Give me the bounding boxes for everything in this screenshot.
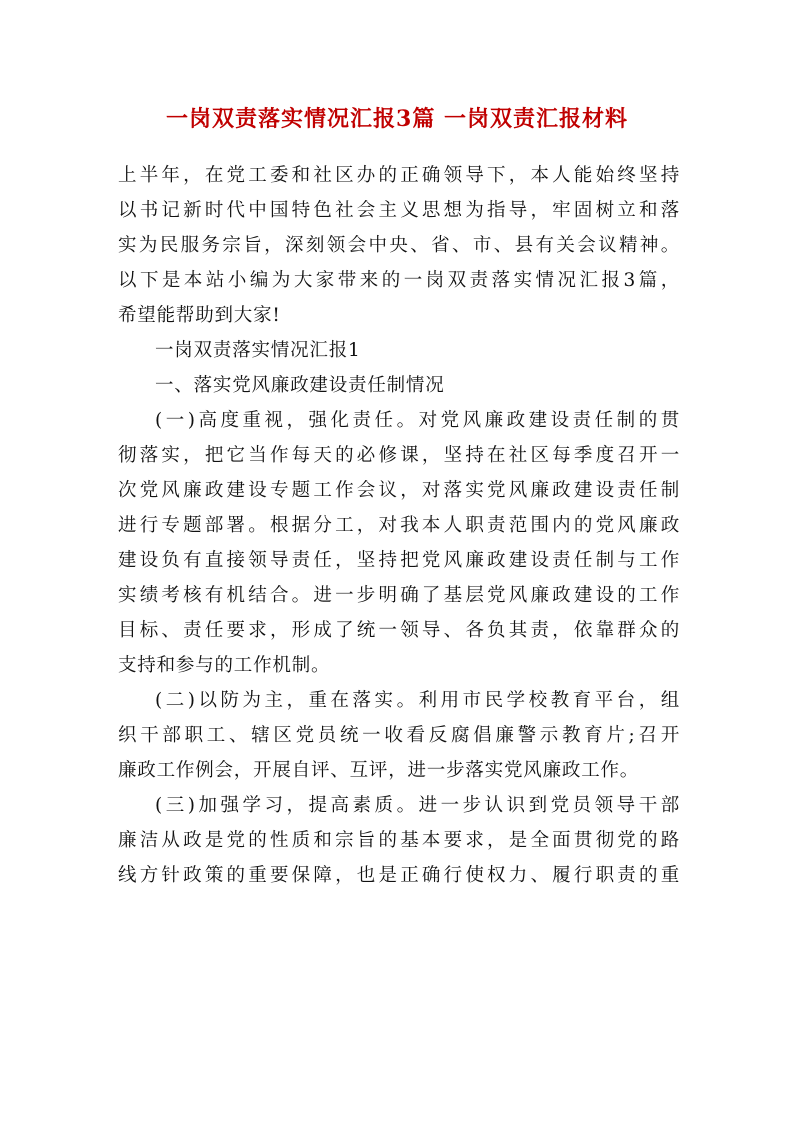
paragraph — [118, 683, 680, 788]
paragraph-line: 织干部职工、辖区党员统一收看反腐倡廉警示教育片;召开 — [118, 725, 680, 746]
paragraph-line: 以下是本站小编为大家带来的一岗双责落实情况汇报3篇， — [118, 270, 680, 291]
paragraph-line: 进行专题部署。根据分工，对我本人职责范围内的党风廉政 — [118, 515, 680, 536]
paragraph-line: (三)加强学习，提高素质。进一步认识到党员领导干部 — [155, 795, 680, 816]
paragraph-line: 实绩考核有机结合。进一步明确了基层党风廉政建设的工作 — [118, 585, 680, 606]
paragraph-line: 一岗双责落实情况汇报1 — [155, 340, 361, 361]
paragraph-line: 一、落实党风廉政建设责任制情况 — [155, 375, 445, 396]
paragraph — [118, 403, 680, 683]
paragraph-line: 线方针政策的重要保障，也是正确行使权力、履行职责的重 — [118, 865, 680, 886]
paragraph-line: (二)以防为主，重在落实。利用市民学校教育平台，组 — [155, 690, 680, 711]
paragraph-line: 建设负有直接领导责任，坚持把党风廉政建设责任制与工作 — [118, 550, 680, 571]
paragraph-line: 彻落实，把它当作每天的必修课，坚持在社区每季度召开一 — [118, 445, 680, 466]
document-title: 一岗双责落实情况汇报3篇 一岗双责汇报材料 — [166, 106, 628, 132]
paragraph — [118, 368, 680, 403]
paragraph-line: (一)高度重视，强化责任。对党风廉政建设责任制的贯 — [155, 410, 680, 431]
paragraph-line: 支持和参与的工作机制。 — [118, 655, 331, 676]
paragraph-line: 希望能帮助到大家! — [118, 305, 281, 326]
paragraph — [118, 788, 680, 893]
paragraph — [118, 333, 680, 368]
paragraph-line: 次党风廉政建设专题工作会议，对落实党风廉政建设责任制 — [118, 480, 680, 501]
paragraph-line: 目标、责任要求，形成了统一领导、各负其责，依靠群众的 — [118, 620, 680, 641]
paragraph-line: 实为民服务宗旨，深刻领会中央、省、市、县有关会议精神。 — [118, 235, 680, 256]
paragraph-line: 上半年，在党工委和社区办的正确领导下，本人能始终坚持 — [118, 165, 680, 186]
paragraph-line: 廉政工作例会，开展自评、互评，进一步落实党风廉政工作。 — [118, 760, 640, 781]
paragraph — [118, 158, 680, 333]
document-body — [118, 158, 680, 893]
paragraph-line: 以书记新时代中国特色社会主义思想为指导，牢固树立和落 — [118, 200, 680, 221]
paragraph-line: 廉洁从政是党的性质和宗旨的基本要求，是全面贯彻党的路 — [118, 830, 680, 851]
